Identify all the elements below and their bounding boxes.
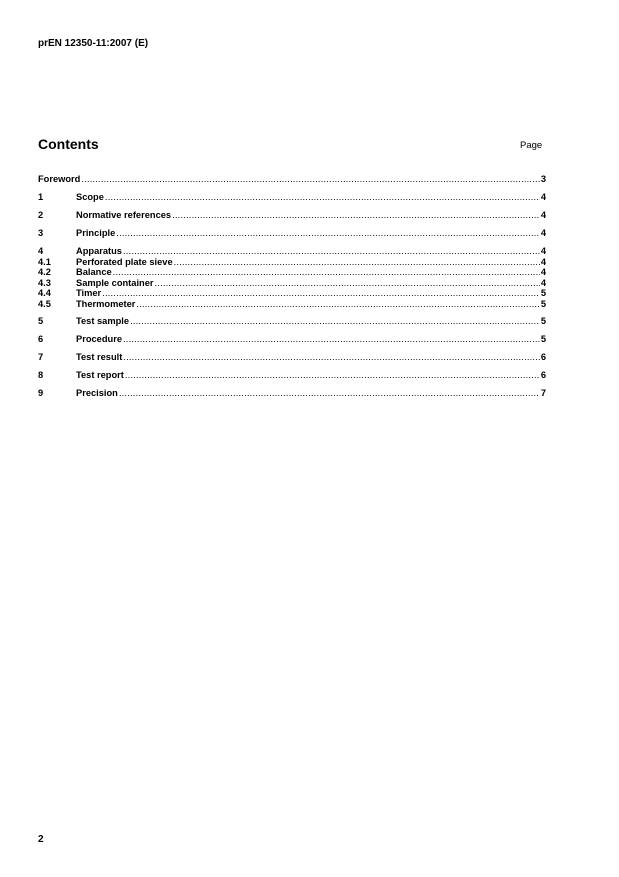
toc-page-number: 4 [540,246,546,256]
toc-title: Scope [76,192,104,202]
toc-leader-dots [102,288,540,298]
toc-leader-dots [174,257,540,267]
toc-leader-dots [116,228,540,239]
toc-page-number: 5 [540,298,546,309]
toc-leader-dots [172,210,540,221]
page-column-label: Page [520,140,543,151]
document-reference: prEN 12350-11:2007 (E) [38,38,149,49]
toc-title: Perforated plate sieve [76,257,173,267]
toc-entry-precision[interactable] [38,388,546,399]
toc-leader-dots [119,388,540,399]
toc-page-number: 3 [540,174,546,184]
toc-title: Thermometer [76,298,136,309]
toc-page-number: 5 [540,316,546,327]
toc-entry-scope[interactable] [38,192,546,203]
toc-leader-dots [105,192,540,203]
toc-entry-timer[interactable] [38,288,546,298]
toc-number: 4 [38,246,44,256]
toc-leader-dots [123,352,540,363]
toc-page-number: 4 [540,192,546,202]
toc-page-number: 4 [540,228,546,238]
toc-entry-test-sample[interactable] [38,316,546,327]
toc-page-number: 7 [540,388,546,399]
toc-entry-perforated-plate-sieve[interactable] [38,257,546,267]
toc-number: 6 [38,334,44,345]
toc-title: Procedure [76,334,122,345]
toc-leader-dots [155,278,540,288]
toc-number: 9 [38,388,44,399]
toc-number: 2 [38,210,44,220]
toc-title: Timer [76,288,102,299]
toc-page-number: 4 [540,267,546,278]
toc-page-number: 5 [540,288,546,299]
toc-page-number: 4 [540,257,546,267]
toc-leader-dots [123,334,540,345]
toc-entry-apparatus[interactable] [38,246,546,257]
toc-number: 1 [38,192,44,202]
toc-number: 7 [38,352,44,363]
page-number: 2 [38,834,44,845]
toc-title: Test report [76,370,124,381]
toc-entry-sample-container[interactable] [38,278,546,288]
toc-leader-dots [113,267,540,277]
toc-title: Test result [76,352,123,363]
toc-number: 4.5 [38,298,51,309]
toc-page-number: 4 [540,277,546,288]
toc-title: Principle [76,228,116,238]
toc-title: Normative references [76,210,172,220]
toc-entry-procedure[interactable] [38,334,546,345]
toc-number: 3 [38,228,44,238]
toc-leader-dots [136,299,539,309]
toc-number: 4.1 [38,257,51,267]
contents-heading: Contents [38,136,99,152]
toc-entry-principle[interactable] [38,228,546,239]
toc-page-number: 6 [540,352,546,363]
toc-leader-dots [81,174,539,185]
toc-entry-test-report[interactable] [38,370,546,381]
toc-number: 5 [38,316,44,327]
toc-leader-dots [125,370,540,381]
toc-leader-dots [123,246,540,257]
toc-leader-dots [130,316,540,327]
toc-page-number: 5 [540,334,546,345]
toc-title: Apparatus [76,246,122,256]
toc-number: 4.3 [38,277,51,288]
toc-entry-balance[interactable] [38,267,546,277]
toc-title: Balance [76,267,112,278]
toc-title: Test sample [76,316,130,327]
toc-entry-normative-references[interactable] [38,210,546,221]
table-of-contents [38,174,546,399]
toc-title: Precision [76,388,118,399]
toc-number: 4.4 [38,288,51,299]
toc-entry-foreword[interactable] [38,174,546,185]
toc-page-number: 6 [540,370,546,381]
toc-entry-test-result[interactable] [38,352,546,363]
toc-number: 8 [38,370,44,381]
toc-page-number: 4 [540,210,546,220]
toc-title: Foreword [38,174,81,184]
toc-entry-thermometer[interactable] [38,299,546,309]
toc-title: Sample container [76,277,154,288]
toc-number: 4.2 [38,267,51,278]
